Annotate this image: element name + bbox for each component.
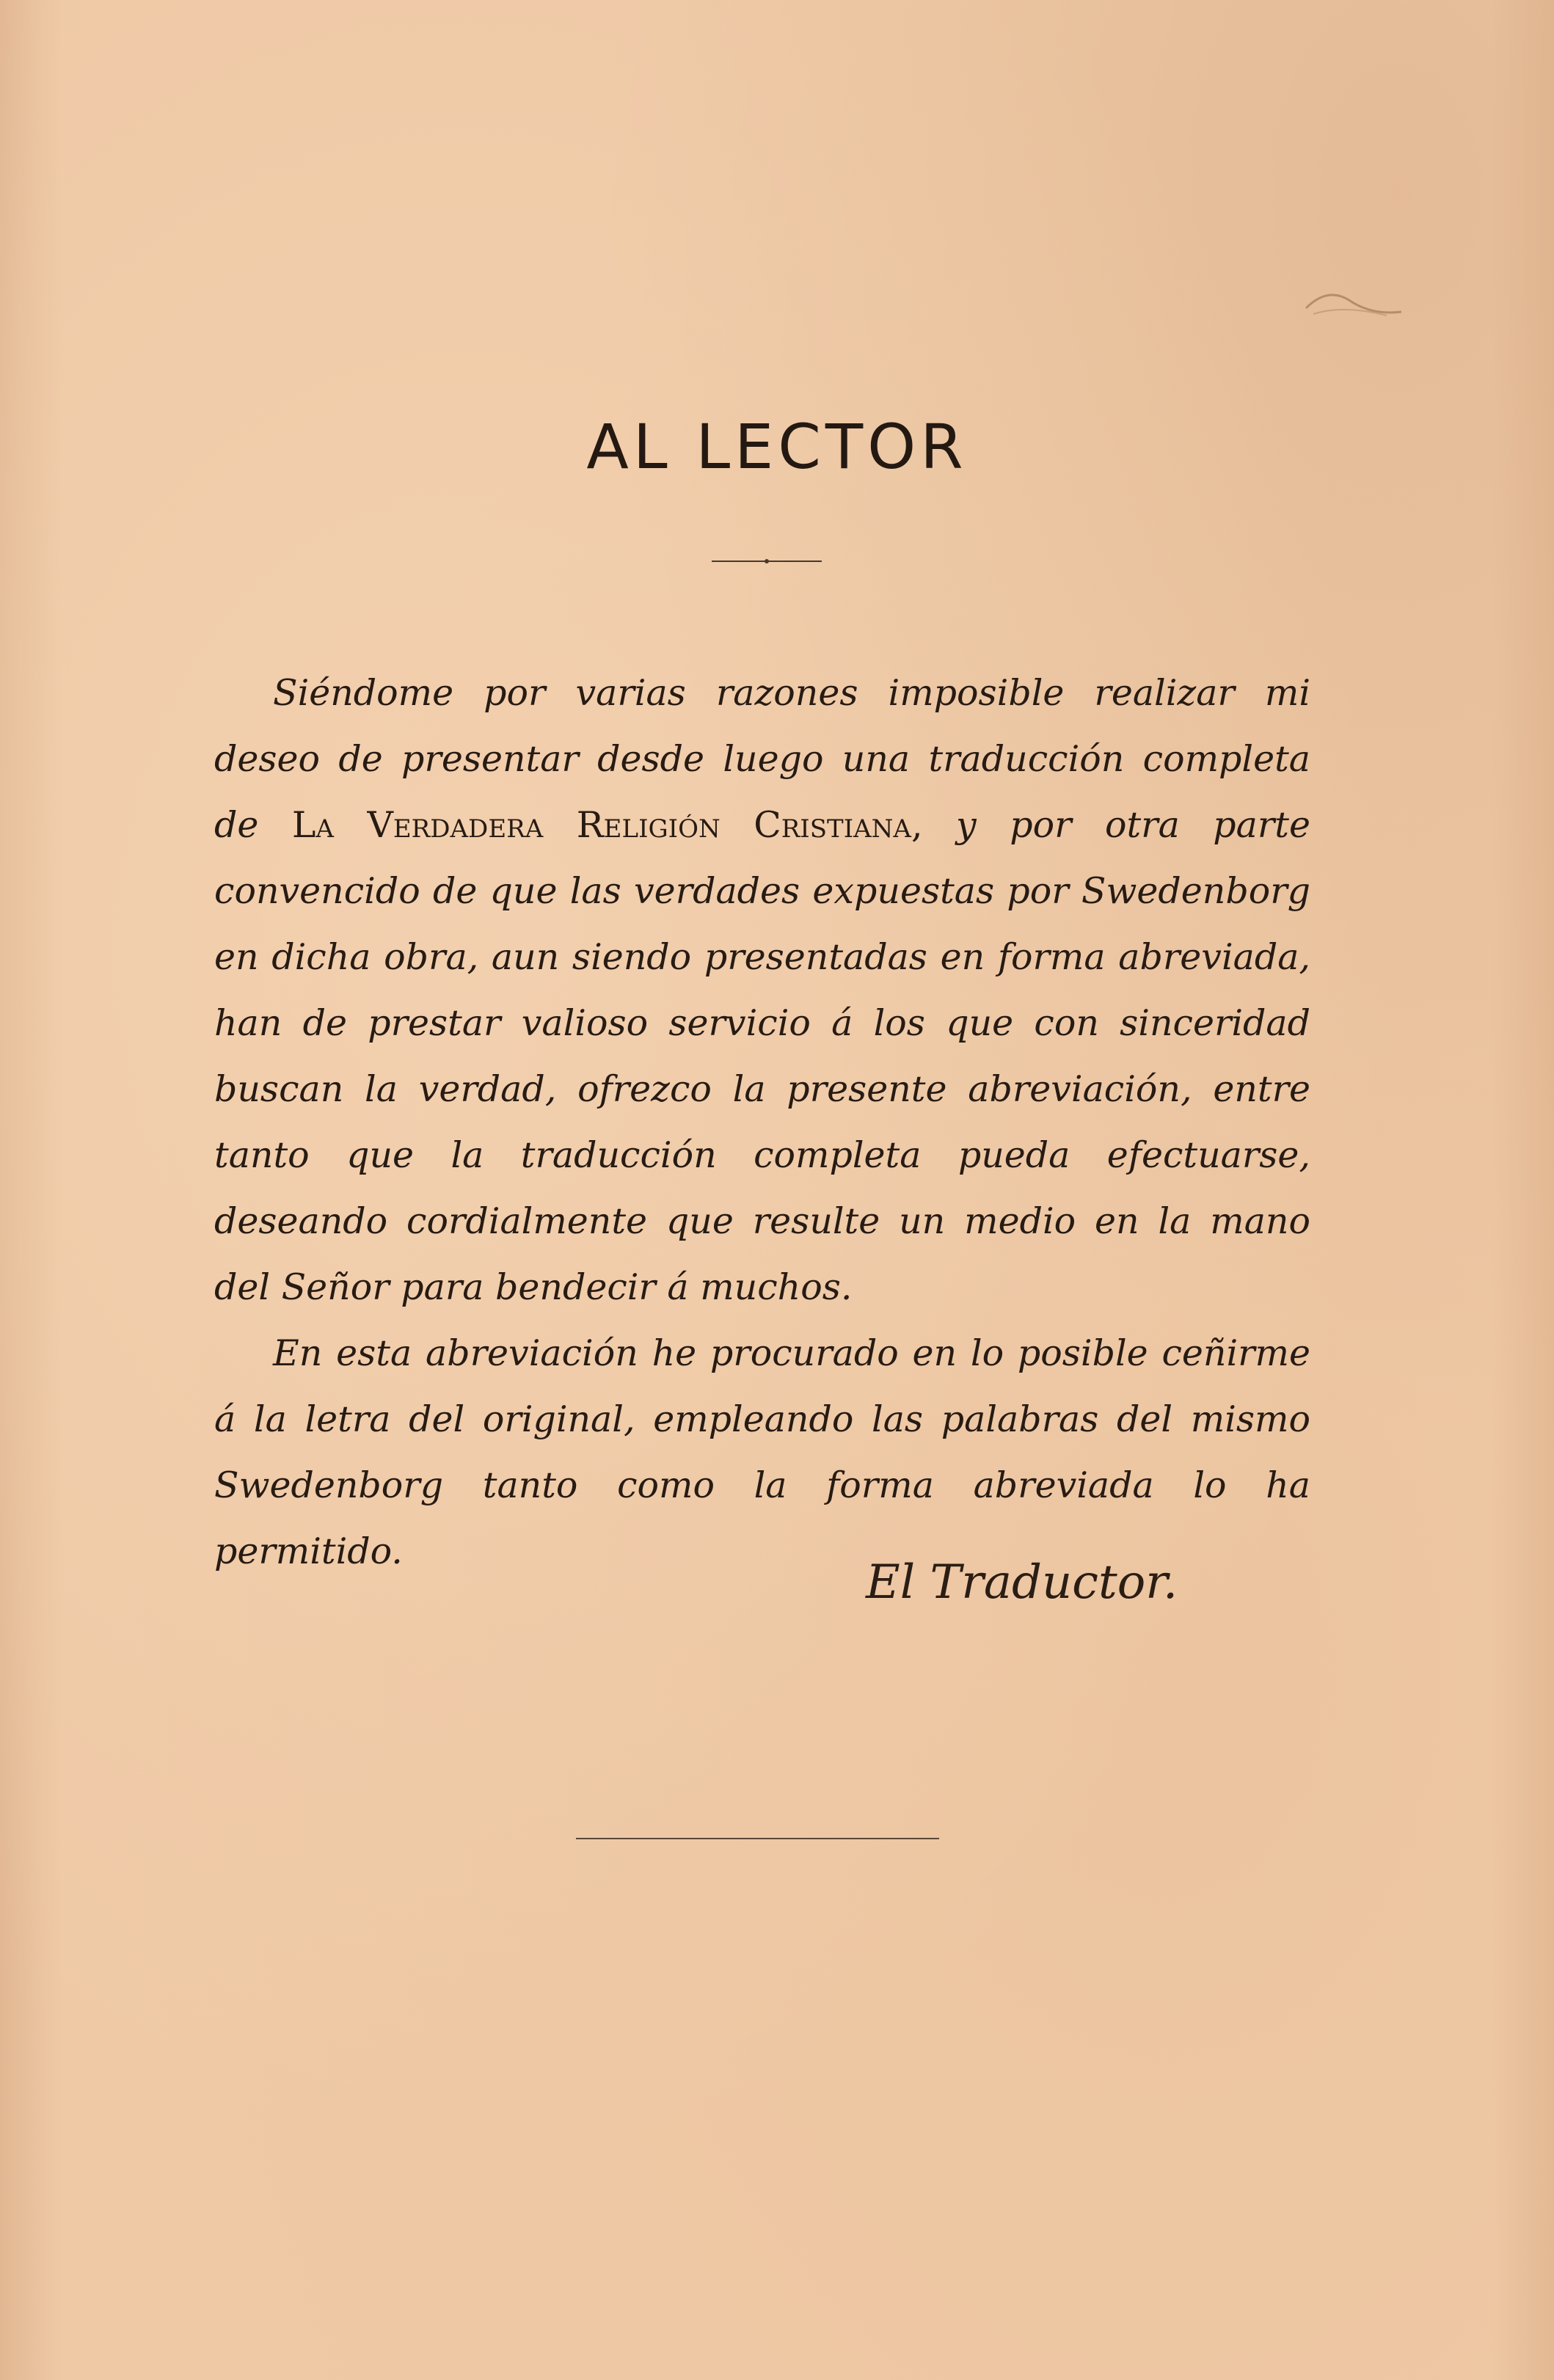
paragraph-1 <box>214 660 1310 1321</box>
paper-tear-mark <box>1299 279 1409 323</box>
closing-rule <box>576 1838 939 1839</box>
body-text <box>214 660 1310 1585</box>
title-ornament <box>712 558 822 565</box>
paragraph-2: En esta abreviación he procurado en lo posible ceñirme á la letra del original, empleando las palabras del mismo Swedenborg tanto como la forma abreviada lo ha permitido. <box>214 1332 1310 1572</box>
paragraph-1-before: Siéndome por varias razones imposible realizar mi deseo de presentar desde luego una traducción completa de <box>214 672 1310 846</box>
page-title: AL LECTOR <box>586 411 968 483</box>
book-title-small-caps: La Verdadera Religión Cristiana, <box>291 804 923 846</box>
signature: El Traductor. <box>866 1555 1178 1610</box>
paragraph-1-after: y por otra parte convencido de que las verdades expuestas por Swedenborg en dicha obra, aun siendo presentadas en forma abreviada, han de prestar valioso servicio á los que con sinceridad buscan la verdad, ofrezco la presente abreviación, entre tanto que la traducción completa pueda efectuarse, deseando cordialmente que resulte un medio en la mano del Señor para bendecir á muchos. <box>214 804 1310 1308</box>
